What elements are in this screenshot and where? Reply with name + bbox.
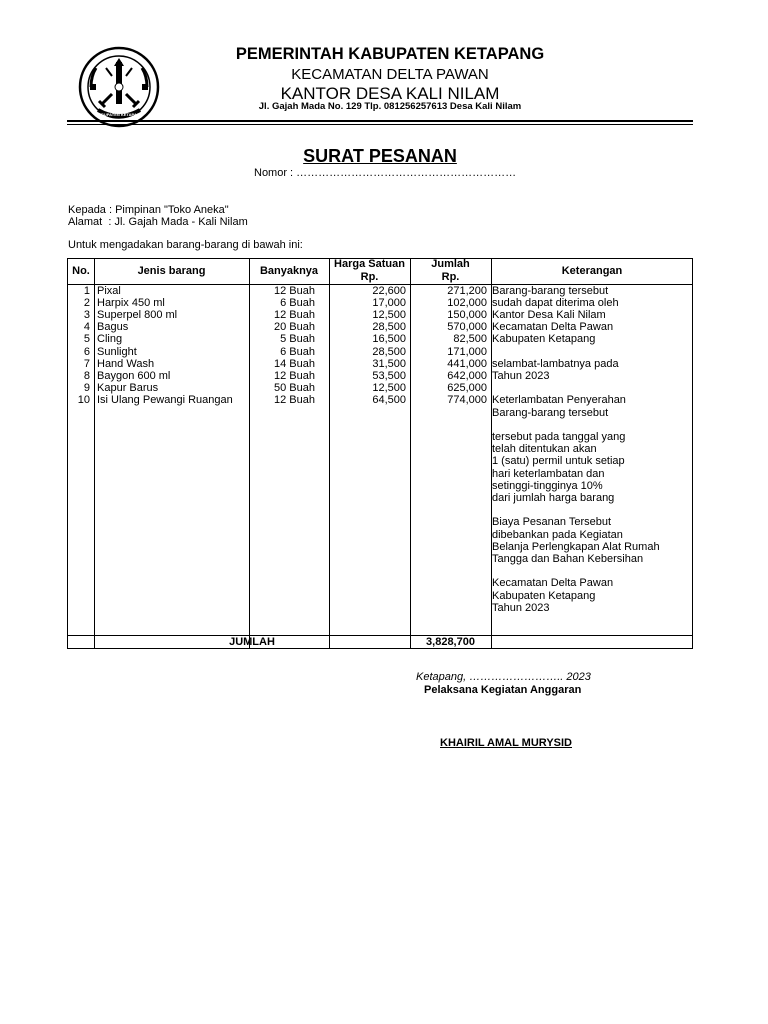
cell-banyak: 14 Buah <box>274 357 315 370</box>
header-jumlah-1: Jumlah <box>431 258 470 270</box>
cell-jumlah: 150,000 <box>447 308 487 321</box>
cell-harga: 53,500 <box>372 369 406 382</box>
header-harga-1: Harga Satuan <box>334 258 405 270</box>
keterangan-line: Kantor Desa Kali Nilam <box>492 308 606 321</box>
cell-harga: 28,500 <box>372 345 406 358</box>
cell-jumlah: 570,000 <box>447 321 487 334</box>
cell-banyak: 20 Buah <box>274 321 315 334</box>
cell-jenis: Isi Ulang Pewangi Ruangan <box>97 394 233 407</box>
cell-jumlah: 642,000 <box>447 369 487 382</box>
keterangan-line: Kabupaten Ketapang <box>492 589 596 602</box>
recipient-address: Alamat : Jl. Gajah Mada - Kali Nilam <box>68 216 248 228</box>
cell-harga: 17,000 <box>372 296 406 309</box>
keterangan-line: dibebankan pada Kegiatan <box>492 528 623 541</box>
cell-harga: 22,600 <box>372 284 406 297</box>
letterhead-rule-thick <box>67 120 693 122</box>
cell-no: 6 <box>83 345 90 358</box>
cell-jumlah: 102,000 <box>447 296 487 309</box>
cell-harga: 12,500 <box>372 382 406 395</box>
recipient-line: Kepada : Pimpinan "Toko Aneka" <box>68 204 229 216</box>
cell-harga: 64,500 <box>372 394 406 407</box>
cell-no: 2 <box>83 296 90 309</box>
keterangan-line: Keterlambatan Penyerahan <box>492 394 626 407</box>
keterangan-line: sudah dapat diterima oleh <box>492 296 619 309</box>
keterangan-line: telah ditentukan akan <box>492 443 597 456</box>
total-value: 3,828,700 <box>426 636 475 648</box>
cell-jenis: Superpel 800 ml <box>97 308 178 321</box>
cell-jenis: Baygon 600 ml <box>97 369 171 382</box>
letterhead-line-3: KANTOR DESA KALI NILAM <box>280 84 500 103</box>
cell-banyak: 12 Buah <box>274 284 315 297</box>
cell-banyak: 12 Buah <box>274 369 315 382</box>
header-banyak: Banyaknya <box>259 265 319 277</box>
keterangan-line: 1 (satu) permil untuk setiap <box>492 455 625 468</box>
header-jenis: Jenis barang <box>137 265 206 277</box>
letterhead-line-2: KECAMATAN DELTA PAWAN <box>291 66 489 83</box>
cell-jenis: Cling <box>97 333 123 346</box>
keterangan-line: selambat-lambatnya pada <box>492 357 619 370</box>
cell-jenis: Sunlight <box>97 345 137 358</box>
kabupaten-ketapang-logo <box>78 46 160 128</box>
header-no: No. <box>72 265 90 277</box>
cell-jumlah: 774,000 <box>447 394 487 407</box>
cell-jenis: Harpix 450 ml <box>97 296 165 309</box>
letterhead-line-1: PEMERINTAH KABUPATEN KETAPANG <box>235 45 545 63</box>
signatory-name: KHAIRIL AMAL MURYSID <box>440 737 572 749</box>
keterangan-line: tersebut pada tanggal yang <box>492 430 626 443</box>
keterangan-line: Belanja Perlengkapan Alat Rumah <box>492 540 660 553</box>
letterhead-address: Jl. Gajah Mada No. 129 Tlp. 081256257613 Desa Kali Nilam <box>258 101 522 112</box>
logo-lettering: KABUPATEN KETAPANG <box>95 112 143 117</box>
document-number: Nomor : …………………………………………………… <box>254 167 517 179</box>
cell-no: 7 <box>83 357 90 370</box>
cell-jenis: Pixal <box>97 284 121 297</box>
cell-jenis: Bagus <box>97 321 129 334</box>
keterangan-line: setinggi-tingginya 10% <box>492 479 603 492</box>
cell-jumlah: 171,000 <box>447 345 487 358</box>
cell-banyak: 50 Buah <box>274 382 315 395</box>
cell-jumlah: 625,000 <box>447 382 487 395</box>
cell-no: 5 <box>83 333 90 346</box>
cell-no: 3 <box>83 308 90 321</box>
cell-harga: 12,500 <box>372 308 406 321</box>
cell-jumlah: 271,200 <box>447 284 487 297</box>
cell-harga: 16,500 <box>372 333 406 346</box>
cell-no: 8 <box>83 369 90 382</box>
intro-text: Untuk mengadakan barang-barang di bawah ini: <box>68 239 303 251</box>
cell-banyak: 12 Buah <box>274 394 315 407</box>
cell-banyak: 5 Buah <box>280 333 315 346</box>
cell-banyak: 6 Buah <box>280 296 315 309</box>
cell-no: 10 <box>77 394 90 407</box>
keterangan-line: hari keterlambatan dan <box>492 467 605 480</box>
cell-jumlah: 82,500 <box>453 333 487 346</box>
total-label: JUMLAH <box>229 636 275 648</box>
col-divider <box>94 259 95 648</box>
order-table <box>67 258 693 649</box>
cell-banyak: 12 Buah <box>274 308 315 321</box>
cell-no: 4 <box>83 321 90 334</box>
keterangan-line: Tahun 2023 <box>492 601 550 614</box>
cell-jenis: Kapur Barus <box>97 382 159 395</box>
header-jumlah-2: Rp. <box>441 271 460 283</box>
header-harga-2: Rp. <box>360 271 379 283</box>
cell-jumlah: 441,000 <box>447 357 487 370</box>
signatory-role: Pelaksana Kegiatan Anggaran <box>424 684 582 696</box>
cell-harga: 28,500 <box>372 321 406 334</box>
document-title: SURAT PESANAN <box>303 146 457 166</box>
cell-banyak: 6 Buah <box>280 345 315 358</box>
cell-no: 1 <box>83 284 90 297</box>
cell-jenis: Hand Wash <box>97 357 155 370</box>
keterangan-line: Biaya Pesanan Tersebut <box>492 516 612 529</box>
keterangan-line: dari jumlah harga barang <box>492 491 615 504</box>
keterangan-line: Kecamatan Delta Pawan <box>492 577 614 590</box>
cell-harga: 31,500 <box>372 357 406 370</box>
header-keterangan: Keterangan <box>561 265 623 277</box>
keterangan-line: Kecamatan Delta Pawan <box>492 321 614 334</box>
cell-no: 9 <box>83 382 90 395</box>
keterangan-line: Kabupaten Ketapang <box>492 333 596 346</box>
keterangan-line: Tangga dan Bahan Kebersihan <box>492 552 644 565</box>
keterangan-line: Barang-barang tersebut <box>492 284 609 297</box>
place-date: Ketapang, …………………….. 2023 <box>416 671 591 683</box>
letterhead-rule-thin <box>67 124 693 125</box>
keterangan-line: Tahun 2023 <box>492 369 550 382</box>
keterangan-line: Barang-barang tersebut <box>492 406 609 419</box>
